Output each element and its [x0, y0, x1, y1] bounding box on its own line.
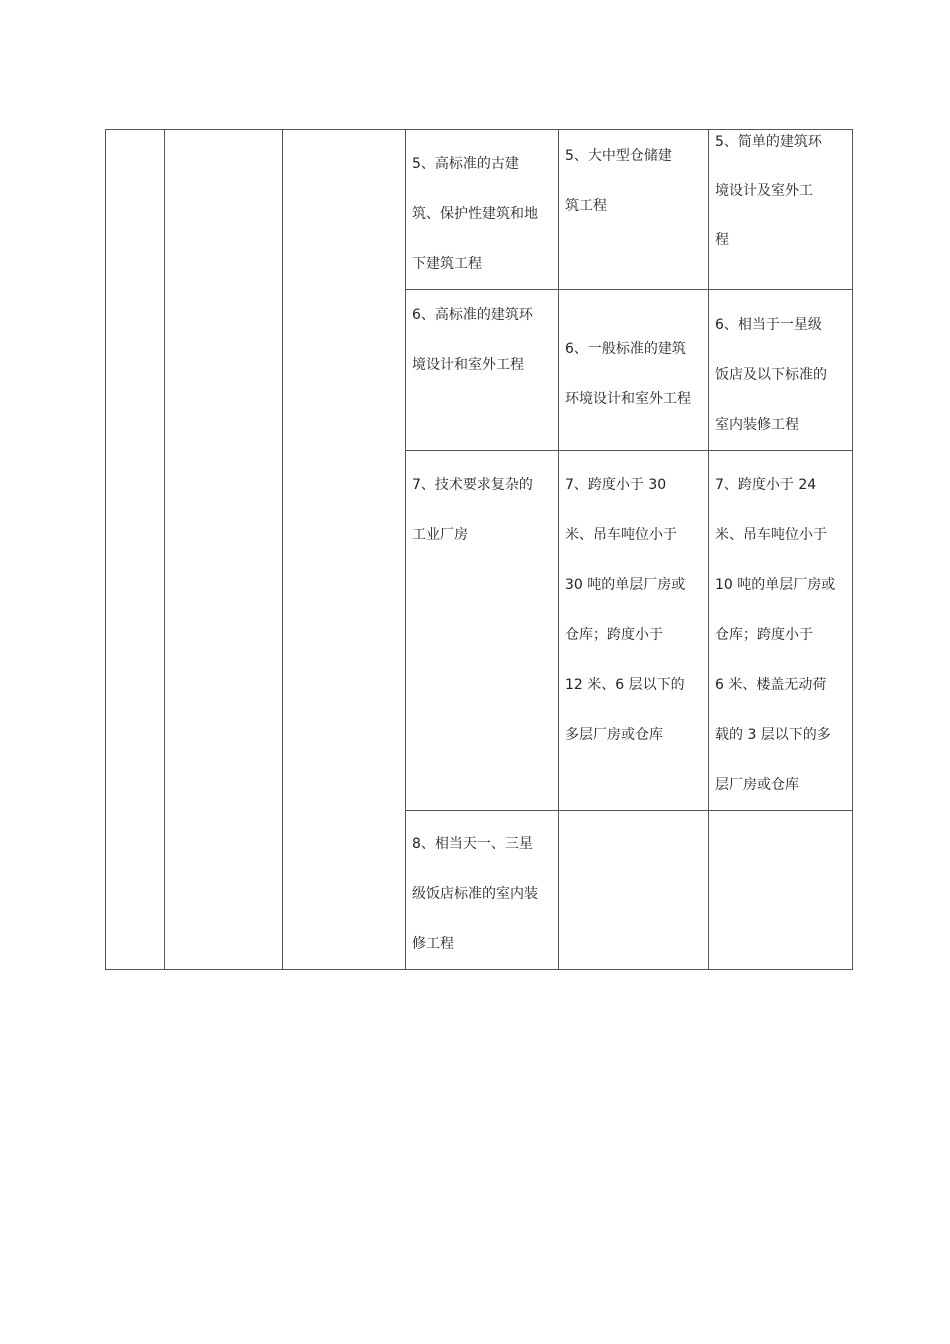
cell-text: 6、一般标准的建筑 环境设计和室外工程 — [565, 341, 691, 407]
table-cell — [559, 290, 709, 451]
table-cell — [709, 811, 853, 970]
table-cell-col3 — [283, 130, 406, 970]
table-cell — [709, 451, 853, 811]
cell-text: 7、技术要求复杂的 工业厂房 — [412, 477, 533, 543]
table-cell-col2 — [165, 130, 283, 970]
document-page — [105, 129, 852, 952]
table-row — [106, 130, 853, 290]
table-cell-col1 — [106, 130, 165, 970]
cell-text: 7、跨度小于 24 米、吊车吨位小于 10 吨的单层厂房或 仓库；跨度小于 6 米、楼盖无动荷 载的 3 层以下的多 层厂房或仓库 — [715, 477, 836, 793]
cell-text: 5、高标准的古建 筑、保护性建筑和地 下建筑工程 — [412, 156, 538, 272]
table-cell — [709, 130, 853, 290]
cell-text: 5、简单的建筑环 境设计及室外工 程 — [715, 134, 822, 248]
table-cell — [559, 130, 709, 290]
table-cell — [406, 130, 559, 290]
cell-text: 8、相当天一、三星 级饭店标准的室内装 修工程 — [412, 836, 538, 952]
table-cell — [406, 451, 559, 811]
cell-text: 6、相当于一星级 饭店及以下标准的 室内装修工程 — [715, 317, 827, 433]
table-cell — [559, 811, 709, 970]
table-cell — [709, 290, 853, 451]
table-cell — [406, 811, 559, 970]
cell-text: 6、高标准的建筑环 境设计和室外工程 — [412, 307, 533, 373]
classification-table — [105, 129, 853, 970]
table-cell — [406, 290, 559, 451]
cell-text: 5、大中型仓储建 筑工程 — [565, 148, 672, 214]
table-cell — [559, 451, 709, 811]
cell-text: 7、跨度小于 30 米、吊车吨位小于 30 吨的单层厂房或 仓库；跨度小于 12 米、6 层以下的 多层厂房或仓库 — [565, 477, 686, 743]
